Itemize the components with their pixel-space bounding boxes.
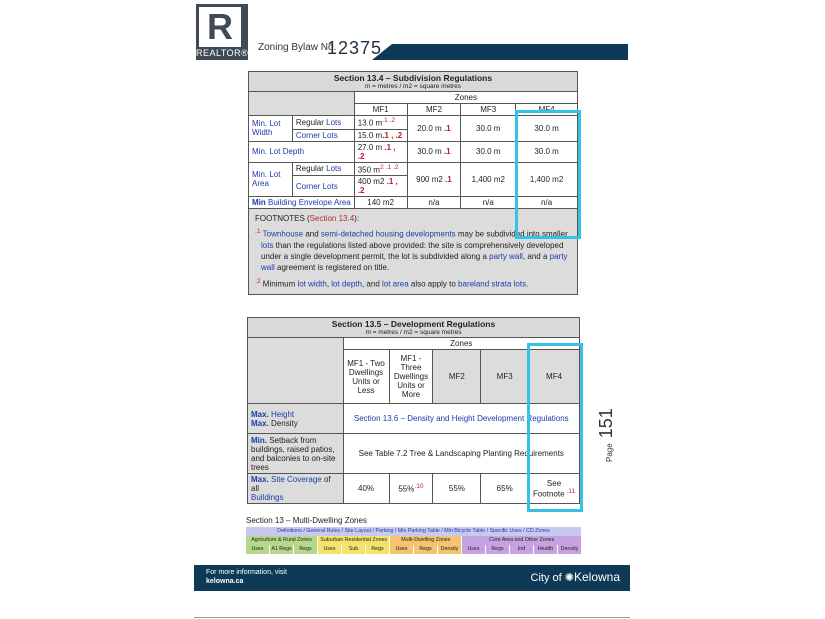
nav-item-9[interactable]: Uses: [462, 545, 486, 554]
table1-title: Section 13.4 – Subdivision Regulations m = metres / m2 = square metres: [249, 72, 578, 92]
table1-col-mf2: MF2: [407, 104, 461, 116]
building-envelope-mf1: 140 m2: [354, 197, 407, 209]
setback-value: See Table 7.2 Tree & Landscaping Planting Requirements: [343, 434, 579, 474]
lot-area-mf1-corner: 400 m2 .1 , .2: [354, 176, 407, 197]
table2-col-mf3: MF3: [481, 350, 529, 404]
lot-width-mf1-regular: 13.0 $m^{.1 .2}$: [354, 116, 407, 130]
table2-col-mf4: MF4: [529, 350, 580, 404]
height-density-label: Max. Height Max. Density: [248, 404, 344, 434]
nav-item-3[interactable]: Uses: [318, 545, 342, 554]
lot-depth-label: Min. Lot Depth: [249, 141, 355, 162]
lots-link[interactable]: Lots: [326, 164, 342, 174]
page-number: Page 151: [596, 408, 616, 462]
bylaw-label: Zoning Bylaw No.: [258, 42, 337, 53]
nav-group-3[interactable]: Core Area and Other Zones: [462, 536, 582, 545]
nav-item-12[interactable]: Health: [534, 545, 558, 554]
lot-depth-mf3: 30.0 m: [461, 141, 516, 162]
lot-area-mf4: 1,400 m2: [516, 162, 578, 197]
nav-item-2[interactable]: Regs: [294, 545, 318, 554]
site-coverage-label: Max. Site Coverage of all Buildings: [248, 474, 344, 504]
coverage-mf1-two: 40%: [343, 474, 389, 504]
lot-area-regular-label: Regular Lots: [292, 162, 354, 176]
lot-depth-mf2: 30.0 m .1: [407, 141, 461, 162]
nav-group-0[interactable]: Agriculture & Rural Zones: [246, 536, 318, 545]
building-envelope-mf3: n/a: [461, 197, 516, 209]
logo-box: [199, 7, 241, 47]
building-envelope-mf4: n/a: [516, 197, 578, 209]
mf4-highlight-table2: [527, 343, 583, 512]
lot-width-mf1-corner: 15.0 m.1 , .2: [354, 129, 407, 141]
city-logo: City of ✺Kelowna: [530, 570, 620, 584]
table1-col-mf3: MF3: [461, 104, 516, 116]
lot-width-mf4: 30.0 m: [516, 116, 578, 142]
table1-zones-header: Zones: [354, 92, 577, 104]
page-footer: [194, 565, 630, 591]
nav-top-row: [246, 527, 582, 536]
building-envelope-mf2: n/a: [407, 197, 461, 209]
table2-col-mf1-three: MF1 - Three Dwellings Units or More: [389, 350, 433, 404]
corner-lots-link[interactable]: Corner Lots: [292, 129, 354, 141]
lot-width-regular-label: Regular Lots: [292, 116, 354, 130]
logo-letter: R: [207, 6, 233, 47]
table2-title: Section 13.5 – Development Regulations m = metres / m2 = square metres: [248, 318, 580, 338]
nav-item-1[interactable]: A1 Regs: [270, 545, 294, 554]
footer-website-link[interactable]: kelowna.ca: [206, 578, 244, 585]
realtor-logo: [196, 4, 248, 60]
lot-width-mf3: 30.0 m: [461, 116, 516, 142]
height-density-value[interactable]: Section 13.6 – Density and Height Development Regulations: [343, 404, 579, 434]
footnote-1: $^{.1}$ Townhouse and semi-detached housing developments may be subdivided into smaller lots than the regulations listed above provided: the site is comprehensively developed under a single development permit, the lot is subdivided along a party wall, and a party wall agreement is registered on title.: [255, 228, 568, 272]
table1-corner: [249, 92, 355, 116]
footer-info: For more information, visit kelowna.ca: [206, 569, 287, 585]
table2-zones-header: Zones: [343, 338, 579, 350]
nav-item-0[interactable]: Uses: [246, 545, 270, 554]
corner-lots-link[interactable]: Corner Lots: [292, 176, 354, 197]
lots-link[interactable]: Lots: [326, 117, 342, 127]
nav-group-row: [246, 536, 582, 545]
footnote-2: $^{.2}$ Minimum lot width, lot depth, and lot area also apply to bareland strata lots.: [255, 277, 529, 289]
nav-item-5[interactable]: Regs: [366, 545, 390, 554]
lot-area-mf1-regular: 350 $m^{2 .1 .2}$: [354, 162, 407, 176]
logo-text: REALTOR®: [196, 48, 249, 58]
nav-top-link[interactable]: Definitions / General Rules / Site Layout / Parking / Min Parking Table / Min Bicycle Table / Specific Uses / CD Zones: [246, 527, 582, 536]
setback-label: Min. Setback from buildings, raised patios, and balconies to on-site trees: [248, 434, 344, 474]
bottom-divider: [194, 617, 630, 618]
coverage-mf3: 65%: [481, 474, 529, 504]
nav-item-4[interactable]: Sub: [342, 545, 366, 554]
lot-depth-mf4: 30.0 m: [516, 141, 578, 162]
nav-item-8[interactable]: Density: [438, 545, 462, 554]
section-footer-title: Section 13 – Multi-Dwelling Zones: [246, 516, 367, 525]
mf4-highlight-table1: [515, 110, 581, 239]
bylaw-number: 12375: [327, 38, 383, 58]
nav-group-2[interactable]: Multi-Dwelling Zones: [390, 536, 462, 545]
nav-item-7[interactable]: Regs: [414, 545, 438, 554]
nav-item-6[interactable]: Uses: [390, 545, 414, 554]
lot-width-label: Min. Lot Width: [249, 116, 293, 142]
nav-item-row: [246, 545, 582, 554]
coverage-mf2: 55%: [433, 474, 481, 504]
nav-item-10[interactable]: Regs: [486, 545, 510, 554]
nav-item-11[interactable]: Ind: [510, 545, 534, 554]
zone-navigation: [246, 527, 582, 554]
coverage-mf4: See Footnote $^{.11}$: [529, 474, 580, 504]
table2-col-mf2: MF2: [433, 350, 481, 404]
table2-col-mf1-two: MF1 - Two Dwellings Units or Less: [343, 350, 389, 404]
lot-area-mf2: 900 m2 .1: [407, 162, 461, 197]
table1-col-mf4: MF4: [516, 104, 578, 116]
header-bar: [372, 44, 628, 60]
lot-area-mf3: 1,400 m2: [461, 162, 516, 197]
building-envelope-label: Min Building Envelope Area: [249, 197, 355, 209]
table2-corner: [248, 338, 344, 404]
footnotes-heading: FOOTNOTES (Section 13.4):: [255, 214, 360, 224]
lot-depth-mf1: 27.0 m .1 , .2: [354, 141, 407, 162]
nav-item-13[interactable]: Density: [558, 545, 582, 554]
lot-area-label: Min. Lot Area: [249, 162, 293, 197]
coverage-mf1-three: 55%$^{.10}$: [389, 474, 433, 504]
lot-width-mf2: 20.0 m .1: [407, 116, 461, 142]
nav-group-1[interactable]: Suburban Residential Zones: [318, 536, 390, 545]
kelowna-emblem-icon: ✺: [564, 572, 574, 584]
table1-col-mf1: MF1: [354, 104, 407, 116]
